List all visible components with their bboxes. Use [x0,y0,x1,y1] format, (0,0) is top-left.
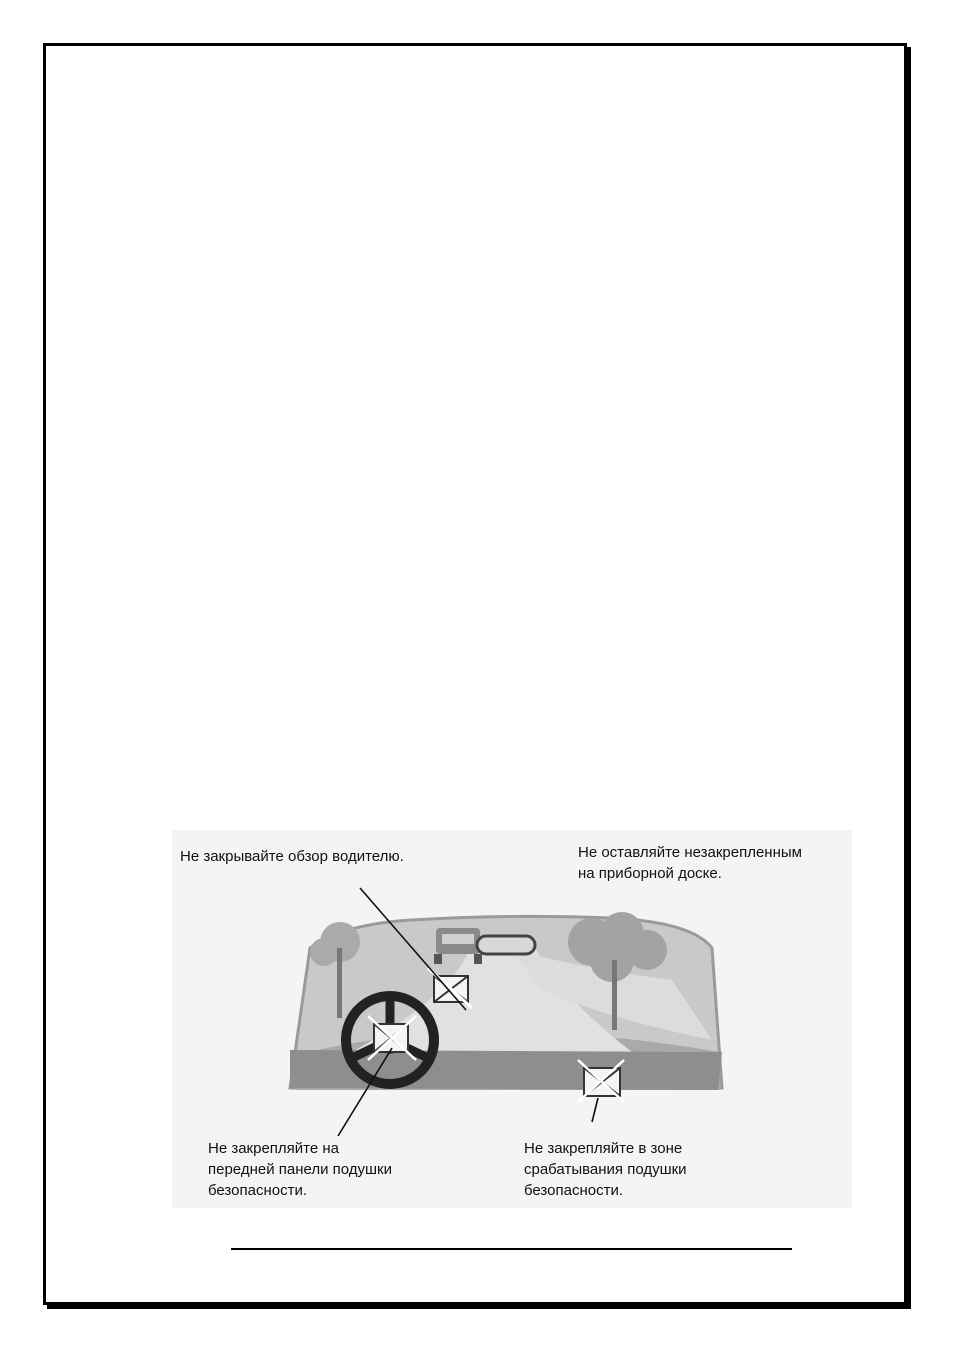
caption-driver-view: Не закрывайте обзор водителю. [180,848,404,865]
pointer-line-bottom-right [592,1098,598,1122]
caption-dashboard: Не оставляйте незакрепленным на приборной доске. [578,844,802,882]
windshield-illustration [172,830,852,1208]
footer-rule [231,1248,792,1250]
rear-view-mirror-icon [477,936,535,954]
caption-airbag-zone: Не закрепляйте в зоне срабатывания подушки безопасности. [524,1140,687,1199]
caption-airbag-panel: Не закрепляйте на передней панели подушки безопасности. [208,1140,392,1199]
